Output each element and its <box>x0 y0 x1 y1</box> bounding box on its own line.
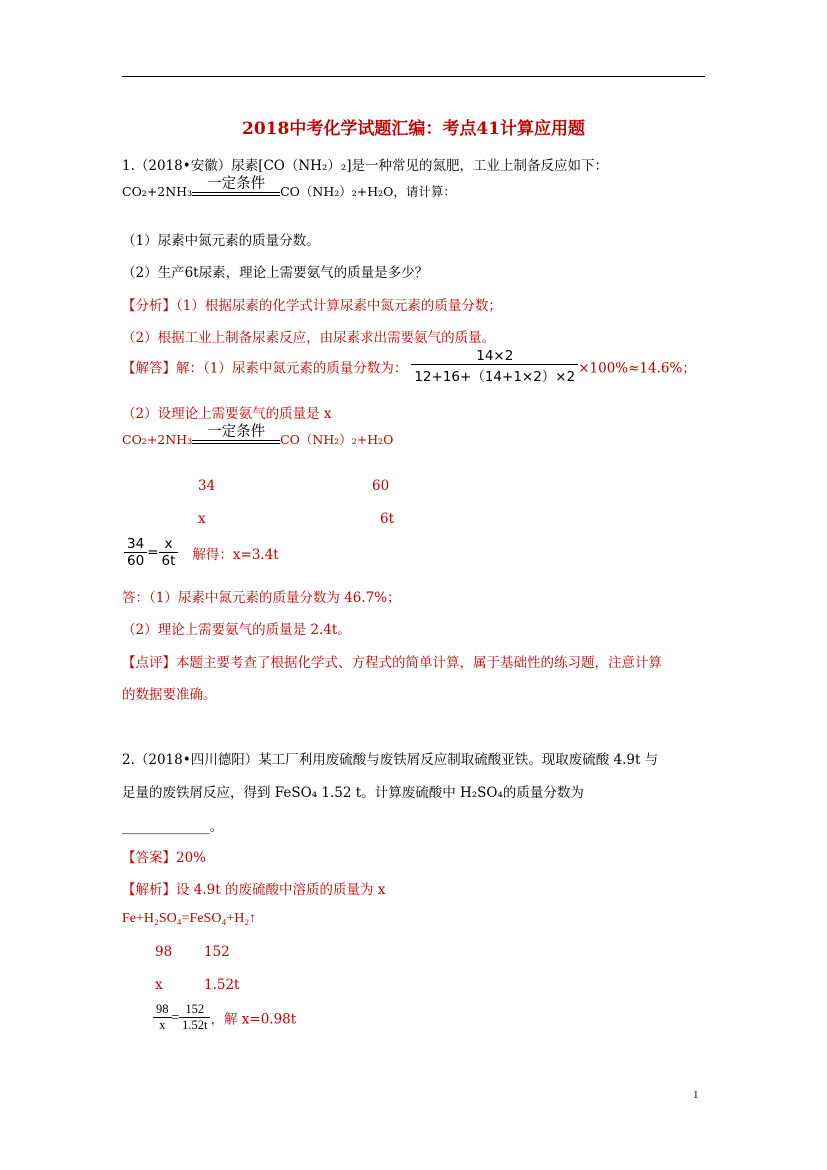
q2-stem1: 2.（2018•四川德阳）某工厂利用废硫酸与废铁屑反应制取硫酸亚铁。现取废硫酸 4.9t 与 <box>122 752 659 768</box>
page-number: 1 <box>693 1089 699 1101</box>
q1-equation2 <box>122 424 393 448</box>
q1-frac-num: 14×2 <box>476 348 514 364</box>
q1-eq2-right: CO（NH₂）₂+H₂O <box>280 432 394 447</box>
q2-mass-98: 98 <box>155 944 173 960</box>
q1-eq-right: CO（NH₂）₂+H₂O，请计算： <box>280 184 456 199</box>
q2-mass-152t: 1.52t <box>204 977 240 993</box>
q2-stem2: 足量的废铁屑反应，得到 FeSO₄ 1.52 t。计算废硫酸中 H₂SO₄的质量分数为 <box>122 785 584 801</box>
q2-ratio-eq: = <box>171 1009 180 1025</box>
q2-ratio-num-left: 98 <box>156 1002 169 1016</box>
q1-stem: 1.（2018•安徽）尿素[CO（NH₂）₂]是一种常见的氮肥，工业上制备反应如下： <box>122 158 609 174</box>
q1-ratio-num-right: x <box>164 536 173 552</box>
q1-solution-prefix: 【解答】解：（1）尿素中氮元素的质量分数为： <box>122 360 408 377</box>
q1-eq-condition: 一定条件 <box>207 176 266 192</box>
q1-eq-left: CO₂+2NH₃ <box>122 184 193 199</box>
q1-mass-60: 60 <box>372 478 390 494</box>
q1-answer2: （2）理论上需要氨气的质量是 2.4t。 <box>122 622 351 638</box>
q2-ratio-num-right: 152 <box>185 1002 205 1016</box>
q1-eq2-arrow <box>192 424 280 448</box>
q2-ratio-left <box>153 1002 172 1033</box>
q1-mass-x: x <box>198 511 206 527</box>
q1-ratio <box>124 536 279 569</box>
q1-part2: （2）生产6t尿素，理论上需要氨气的质量是多少？ <box>122 265 429 281</box>
q1-eq-arrow <box>192 176 280 200</box>
q2-mass-x: x <box>155 977 163 993</box>
q2-ratio-den-right: 1.52t <box>179 1017 210 1033</box>
q1-mass-6t: 6t <box>380 511 395 527</box>
q1-comment1: 【点评】本题主要考查了根据化学式、方程式的简单计算，属于基础性的练习题，注意计算 <box>122 655 662 671</box>
q1-equation <box>122 176 456 200</box>
q1-solution2: （2）设理论上需要氨气的质量是 x <box>122 406 332 422</box>
q2-blank: _____________。 <box>122 819 224 835</box>
q1-ratio-num-left: 34 <box>127 536 145 552</box>
page-title: 2018中考化学试题汇编：考点41计算应用题 <box>242 119 585 139</box>
q1-ratio-den-left: 60 <box>124 552 147 569</box>
q1-ratio-right <box>159 536 179 569</box>
q1-ratio-den-right: 6t <box>159 552 179 569</box>
q1-analysis2: （2）根据工业上制备尿素反应，由尿素求出需要氨气的质量。 <box>122 330 496 346</box>
q1-eq2-condition: 一定条件 <box>207 424 266 440</box>
q1-answer1: 答：（1）尿素中氮元素的质量分数为 46.7%； <box>122 590 401 606</box>
q2-mass-152: 152 <box>204 944 230 960</box>
q2-equation: Fe+H₂SO₄=FeSO₄+H₂↑ <box>122 911 257 926</box>
q2-answer: 【答案】20% <box>122 850 207 866</box>
q1-ratio-solve: 解得：x=3.4t <box>192 546 279 563</box>
q1-comment2: 的数据要准确。 <box>122 687 217 703</box>
header-rule <box>122 76 705 77</box>
q1-mass-34: 34 <box>198 478 216 494</box>
q2-ratio-den-left: x <box>153 1017 172 1033</box>
q1-ratio-eq: = <box>147 544 159 561</box>
q1-eq2-left: CO₂+2NH₃ <box>122 432 193 447</box>
q1-frac-den: 12+16+（14+1×2）×2 <box>411 364 578 385</box>
q1-solution-line <box>122 348 696 385</box>
q1-ratio-left <box>124 536 147 569</box>
q1-analysis1: 【分析】（1）根据尿素的化学式计算尿素中氮元素的质量分数； <box>122 298 502 314</box>
q2-analysis: 【解析】设 4.9t 的废硫酸中溶质的质量为 x <box>122 882 386 898</box>
q1-solution-suffix: ×100%≈14.6%； <box>578 360 696 377</box>
q2-ratio-solve: ，解 x=0.98t <box>210 1011 297 1028</box>
q1-mass-fraction <box>411 348 578 385</box>
q1-part1: （1）尿素中氮元素的质量分数。 <box>122 233 320 249</box>
q2-ratio <box>153 1002 296 1033</box>
q2-ratio-right <box>179 1002 210 1033</box>
